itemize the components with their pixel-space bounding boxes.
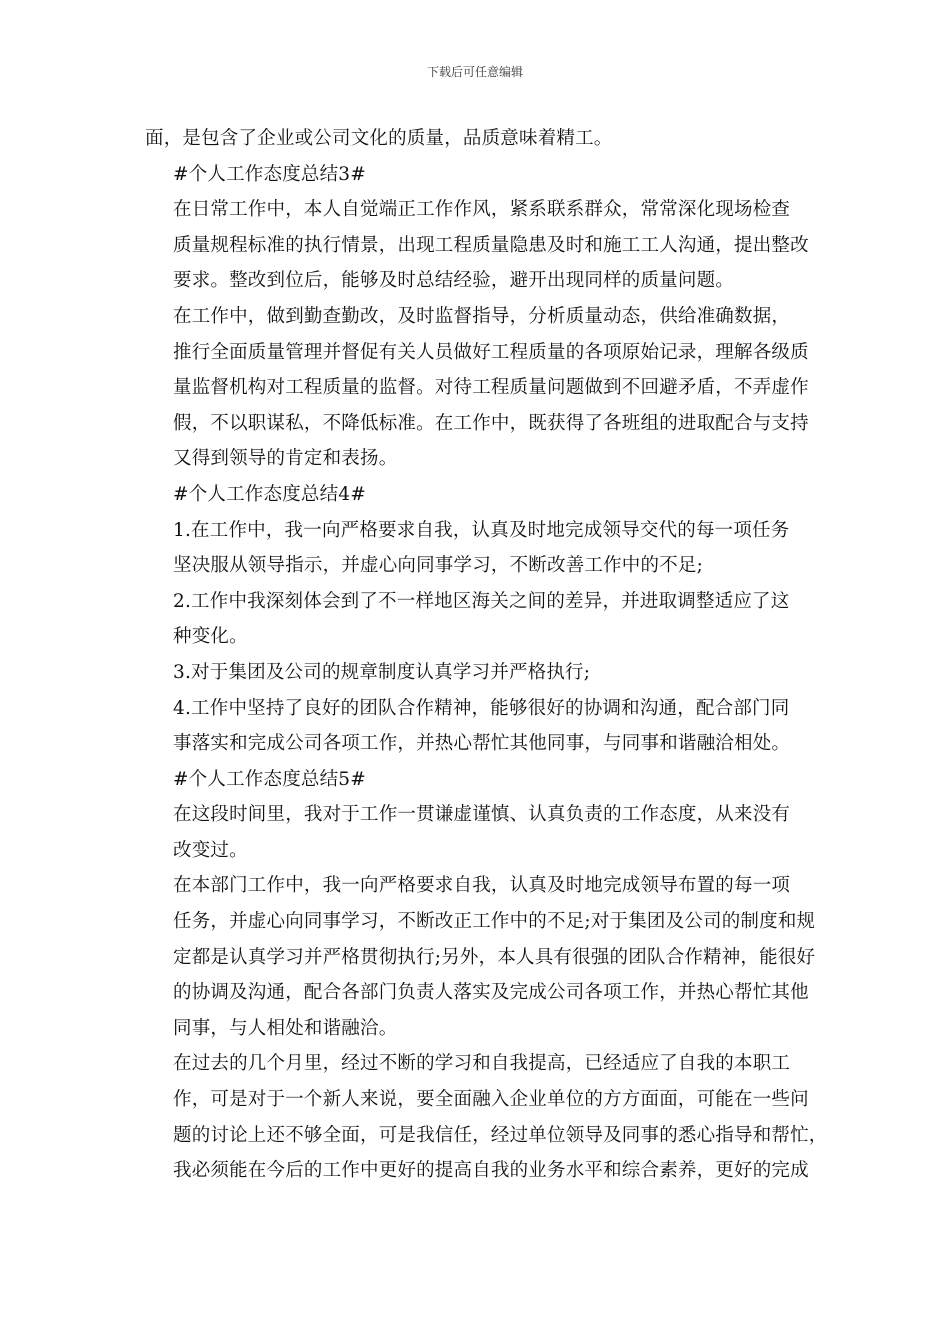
text-line: 的协调及沟通，配合各部门负责人落实及完成公司各项工作，并热心帮忙其他 — [173, 982, 809, 1004]
paragraph — [145, 121, 807, 157]
paragraph — [145, 655, 807, 691]
paragraph — [145, 584, 807, 655]
text-line: #个人工作态度总结3# — [173, 163, 366, 185]
text-line: 定都是认真学习并严格贯彻执行;另外，本人具有很强的团队合作精神，能很好 — [173, 946, 816, 968]
text-line: 我必须能在今后的工作中更好的提高自我的业务水平和综合素养，更好的完成 — [173, 1160, 809, 1182]
text-line: 改变过。 — [173, 839, 248, 861]
text-line: 推行全面质量管理并督促有关人员做好工程质量的各项原始记录，理解各级质 — [173, 341, 809, 363]
paragraph — [145, 1046, 828, 1188]
text-line: 任务，并虚心向同事学习，不断改正工作中的不足;对于集团及公司的制度和规 — [173, 911, 816, 933]
text-line: 在过去的几个月里，经过不断的学习和自我提高，已经适应了自我的本职工 — [173, 1053, 791, 1075]
text-line: 假，不以职谋私，不降低标准。在工作中，既获得了各班组的进取配合与支持 — [173, 412, 809, 434]
text-line: 作，可是对于一个新人来说，要全面融入企业单位的方方面面，可能在一些问 — [173, 1089, 809, 1111]
text-line: 量监督机构对工程质量的监督。对待工程质量问题做到不回避矛盾，不弄虚作 — [173, 377, 809, 399]
text-line: 题的讨论上还不够全面，可是我信任，经过单位领导及同事的悉心指导和帮忙， — [173, 1124, 828, 1146]
paragraph — [145, 513, 807, 584]
paragraph — [145, 157, 807, 193]
text-line: 2.工作中我深刻体会到了不一样地区海关之间的差异，并进取调整适应了这 — [173, 590, 790, 612]
paragraph — [145, 797, 807, 868]
paragraph — [145, 691, 807, 762]
text-line: 又得到领导的肯定和表扬。 — [173, 448, 398, 470]
document-body — [145, 121, 828, 1189]
paragraph — [145, 299, 807, 477]
text-line: 事落实和完成公司各项工作，并热心帮忙其他同事，与同事和谐融洽相处。 — [173, 733, 791, 755]
text-line: 1.在工作中，我一向严格要求自我，认真及时地完成领导交代的每一项任务 — [173, 519, 790, 541]
text-line: 在工作中，做到勤查勤改，及时监督指导，分析质量动态，供给准确数据， — [173, 305, 791, 327]
page-header: 下载后可任意编辑 — [426, 65, 523, 79]
text-line: 要求。整改到位后，能够及时总结经验，避开出现同样的质量问题。 — [173, 270, 735, 292]
paragraph — [145, 762, 807, 798]
text-line: 种变化。 — [173, 626, 248, 648]
text-line: 在本部门工作中，我一向严格要求自我，认真及时地完成领导布置的每一项 — [173, 875, 791, 897]
text-line: 在日常工作中，本人自觉端正工作作风，紧系联系群众，常常深化现场检查 — [173, 199, 791, 221]
paragraph — [145, 192, 807, 299]
text-line: 面，是包含了企业或公司文化的质量，品质意味着精工。 — [145, 128, 613, 149]
paragraph — [145, 477, 807, 513]
text-line: 质量规程标准的执行情景，出现工程质量隐患及时和施工工人沟通，提出整改 — [173, 234, 809, 256]
text-line: #个人工作态度总结4# — [173, 483, 366, 505]
text-line: 在这段时间里，我对于工作一贯谦虚谨慎、认真负责的工作态度，从来没有 — [173, 804, 791, 826]
text-line: 同事，与人相处和谐融洽。 — [173, 1017, 398, 1039]
paragraph — [145, 868, 816, 1046]
text-line: 3.对于集团及公司的规章制度认真学习并严格执行; — [173, 661, 591, 683]
text-line: 4.工作中坚持了良好的团队合作精神，能够很好的协调和沟通，配合部门同 — [173, 697, 790, 719]
text-line: #个人工作态度总结5# — [173, 768, 366, 790]
text-line: 坚决服从领导指示，并虚心向同事学习，不断改善工作中的不足; — [173, 555, 704, 577]
